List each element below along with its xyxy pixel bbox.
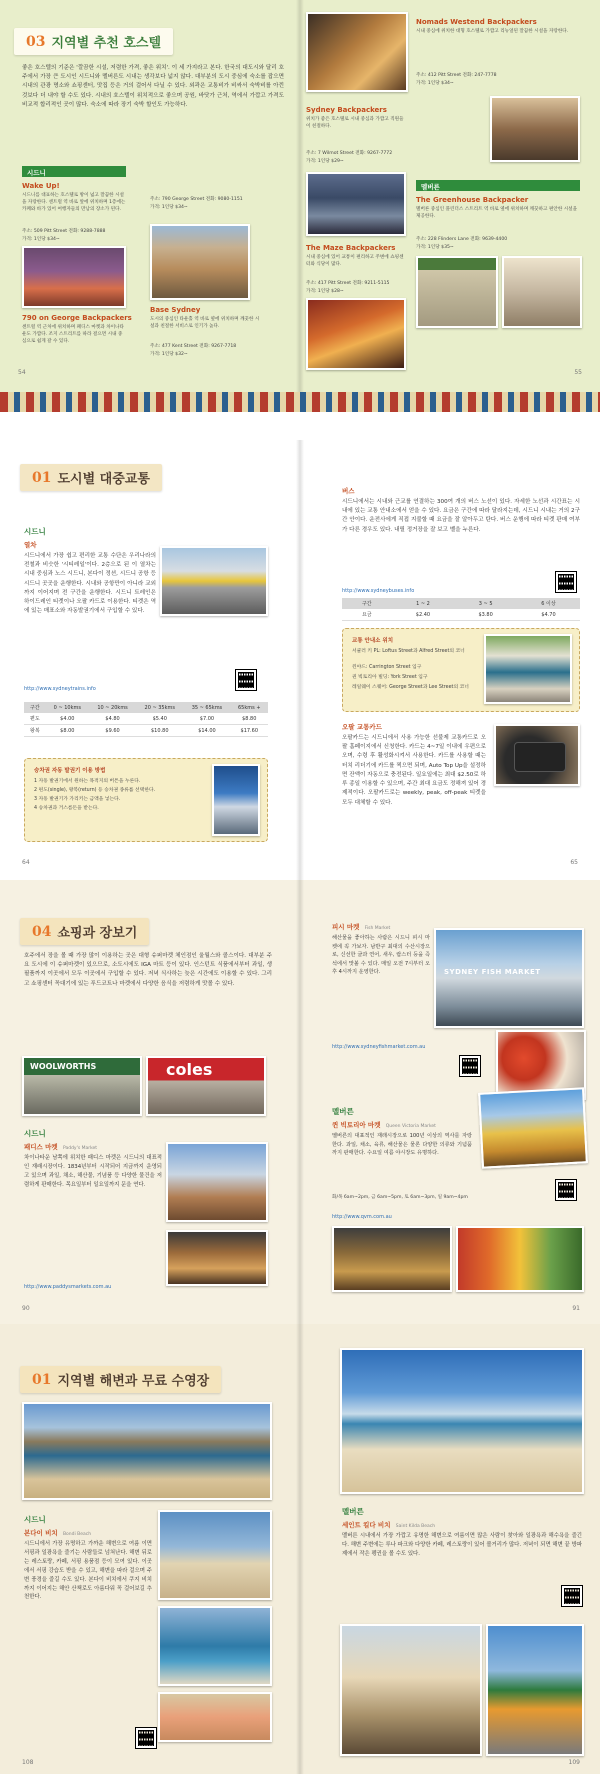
subheading-train: 열차 [24,541,37,549]
note-step: 1 자동 발권기에서 원하는 목적지의 버튼을 누른다. [34,779,141,784]
table-header: 0 ~ 10kms [46,702,89,713]
table-cell: $8.80 [231,713,268,725]
hostel-price: 가격: 1인당 $34~ [416,81,454,86]
bondi-title-en: Bondi Beach [62,1532,92,1537]
table-header: 구간 [342,598,392,609]
qvm-photo [478,1087,588,1168]
table-cell: $4.00 [46,713,89,725]
fish-link[interactable]: http://www.sydneyfishmarket.com.au [332,1044,426,1050]
qr-code [136,1728,156,1748]
city-heading-sydney: 시드니 [24,1515,46,1524]
hostel-address: 주소: 412 Pitt Street 전화: 247-7778 [416,73,497,78]
qr-code [556,1180,576,1200]
fish-market-photo [434,928,584,1028]
page-fold [296,880,304,1324]
bondi-pool-photo [158,1606,272,1686]
qr-code [556,572,576,592]
bondi-text: 시드니에서 가장 유명하고 가까운 해변으로 여름 이면 서핑과 일광욕을 즐기는 사람들로 넘쳐난다. 해변 뒤로는 레스토랑, 카페, 서핑 용품점 등이 모여 있다. 이곳에서 서핑 강습도 받을 수 있고, 해변을 따라 걸으며 주변 풍경을 즐길 수도 있다. 본다이 비치에서 쿠지 비치까지 이어지는 해안 산책로도 아름다워 꼭 걸어보길 추천한다. [24,1541,152,1601]
hostel-address: 주소: 509 Pitt Street 전화: 9288-7888 [22,229,106,234]
page-54 [0,0,300,392]
ticket-machine-photo [212,764,260,836]
page-90 [0,880,300,1324]
hostel-name: Wake Up! [22,182,60,190]
city-label-melbourne: 멜버른 [416,180,580,191]
note-line: 레일웨이 스퀘어: George Street과 Lee Street의 코너 [352,685,469,690]
hostel-price: 가격: 1인당 $34~ [22,237,60,242]
hostel-desc: 센트럴 역 근처에 위치하며 패디스 마켓과 차이나타운도 가깝다. 조지 스트리트를 따라 걸으면 시내 중심으로 쉽게 갈 수 있다. [22,325,124,345]
paddys-photo-bottom [166,1230,268,1286]
stkilda-text: 멜버른 시내에서 가장 가깝고 유명한 해변으로 여름이면 많은 사람이 찾아와 일광욕과 해수욕을 즐긴다. 해변 주변에는 루나 파크와 다양한 카페, 레스토랑이 있어 볼거리가 많다. 저녁이 되면 해변 끝 방파제에서 작은 펭귄을 볼 수도 있다. [342,1533,582,1557]
page-number: 54 [18,369,26,376]
subheading-opal: 오팔 교통카드 [342,723,382,731]
page-number: 90 [22,1305,30,1312]
hostel-name: Base Sydney [150,306,201,314]
hostel-address: 주소: 228 Flinders Lane 전화: 9639-4400 [416,237,508,242]
woolworths-sign: WOOLWORTHS [30,1062,97,1071]
title-text: 지역별 추천 호스텔 [51,36,162,51]
hostel-desc: 위치가 좋은 호스텔로 시내 중심과 가깝고 직원들이 친절하다. [306,117,404,130]
table-cell: $3.80 [454,609,517,621]
note-line: 퀸 빅토리아 빌딩: York Street 입구 [352,675,428,680]
subheading-qvm [332,1120,436,1129]
stkilda-beach-photo [340,1348,584,1494]
fish-market-sign: SYDNEY FISH MARKET [444,968,541,976]
divider-paper [0,412,600,440]
page-65 [300,440,600,880]
note-step: 3 자동 발권기가 가리키는 금액을 넣는다. [34,797,121,802]
table-cell: 왕복 [24,725,46,737]
section-title [14,28,173,55]
city-heading-sydney: 시드니 [24,1129,46,1138]
table-header: 1 ~ 2 [392,598,455,609]
qr-code [236,670,256,690]
title-number: 01 [32,1371,52,1388]
hostel-desc: 시드니를 대표하는 호스텔로 방이 넓고 깔끔한 시설을 자랑한다. 센트럴 역 바로 앞에 위치하며 1층에는 카페와 바가 있어 여행자들의 만남의 장소가 된다. [22,193,126,213]
hostel-photo-dorm [306,172,406,236]
opal-text: 오팔카드는 시드니에서 사용 가능한 선불제 교통카드로 오팔 홈페이지에서 신청한다. 카드는 4~7일 이내에 우편으로 오며, 수령 후 활성화시켜서 사용한다. 카드를 사용할 때는 터치 리더기에 카드를 찍으면 되며, Auto Top Up을 설정하면 잔액이 자동으로 충전된다. 일요일에는 최대 $2.50로 하루 종일 이용할 수 있으며, 주간 최대 요금도 정해져 있어 경제적이다. 오팔카드로는 weekly, peak, off-peak 티켓을 모두 대체할 수 있다. [342,735,486,806]
note-title: 교통 안내소 위치 [352,638,394,644]
qvm-title: 퀸 빅토리아 마켓 [332,1121,381,1129]
table-header: 65kms + [231,702,268,713]
paddys-title: 패디스 마켓 [24,1143,58,1151]
table-header: 35 ~ 65kms [183,702,230,713]
table-row [24,713,268,725]
hostel-name: The Greenhouse Backpacker [416,196,529,204]
hostel-address: 주소: 417 Pitt Street 전화: 9211-5115 [306,281,390,286]
table-row [342,609,580,621]
fish-title: 피시 마켓 [332,923,360,931]
bus-text: 시드니에서는 시내와 근교를 연결하는 300여 개의 버스 노선이 있다. 자세한 노선과 시간표는 시내에 있는 교통 안내소에서 얻을 수 있다. 요금은 구간에 따라 달라지는데, 시드니 시내는 거의 2구간 안이다. 운전사에게 직접 지불할 때 요금을 잘 알아두고 탄다. 버스 운행에 따라 티켓 판매 여부가 다른 경우도 있다. 내릴 정거장을 잘 보고 벨을 누른다. [342,499,580,533]
city-heading-sydney: 시드니 [24,527,46,536]
note-line: 서큘러 키 PL: Loftus Street과 Alfred Street의 코너 [352,649,465,654]
bondi-sunbathe-photo [158,1692,272,1742]
page-fold [296,440,304,880]
spread-beaches [0,1324,600,1774]
hostel-desc: 시내 중심에 위치한 대형 호스텔로 가깝고 리뉴얼된 깔끔한 시설을 자랑한다. [416,29,569,34]
spread-shopping [0,880,600,1324]
market-photo-right [456,1226,584,1292]
stkilda-title: 세인트 킬다 비치 [342,1521,391,1529]
hostel-price: 가격: 1인당 $32~ [150,352,188,357]
table-cell: $7.00 [183,713,230,725]
page-55 [300,0,600,392]
subheading-bondi [24,1528,91,1537]
hostel-photo-greenhouse [416,256,498,328]
hostel-desc: 시내 중심에 있어 교통이 편리하고 주변에 쇼핑센터와 식당이 많다. [306,255,404,268]
table-cell: $8.00 [46,725,89,737]
qvm-link[interactable]: http://www.qvm.com.au [332,1214,392,1220]
hostel-name: 790 on George Backpackers [22,314,132,322]
table-cell: 편도 [24,713,46,725]
section-title [20,1366,221,1393]
bondi-title: 본다이 비치 [24,1529,58,1537]
hostel-name: The Maze Backpackers [306,244,396,252]
page-number: 64 [22,859,30,866]
paddys-text: 차이나타운 남쪽에 위치한 패디스 마켓은 시드니의 대표적인 재래시장이다. 1834년부터 시작되어 지금까지 운영되고 있으며 과일, 채소, 해산물, 기념품 등 다양한 물건을 저렴하게 판매한다. 목요일부터 일요일까지 문을 연다. [24,1155,162,1188]
tram-photo [486,1624,584,1756]
hostel-price: 가격: 1인당 $35~ [416,245,454,250]
hostel-name: Sydney Backpackers [306,106,387,114]
train-text: 시드니에서 가장 쉽고 편리한 교통 수단은 우리나라의 전철과 비슷한 '시티레일'이다. 2층으로 된 이 열차는 시내 중심과 노스 시드니, 본다이 정션, 시드니 공항 등 시드니 곳곳을 운행한다. 시내와 공항만이 아니라 교외까지 이어지며 전 구간을 운행한다. 시드니 트레인은 하이드레인 티켓이나 오팔 카드로 이용한다. 티켓은 역에 있는 매표소와 자동발권기에서 구입할 수 있다. [24,553,156,615]
title-text: 쇼핑과 장보기 [57,926,138,941]
subheading-bus: 버스 [342,487,355,495]
hostel-name: Nomads Westend Backpackers [416,18,537,26]
opal-card [514,742,566,772]
market-photo-left [332,1226,452,1292]
hostel-address: 주소: 790 George Street 전화: 9080-1151 [150,197,243,202]
table-cell: $9.60 [89,725,136,737]
city-heading-melbourne: 멜버른 [332,1107,354,1116]
paddys-photo-top [166,1142,268,1222]
fish-title-en: Fish Market [364,926,391,931]
subheading-paddys [24,1142,97,1151]
page-109 [300,1324,600,1774]
info-centre-photo [484,634,572,704]
train-link[interactable]: http://www.sydneytrains.info [24,686,96,692]
table-cell: 요금 [342,609,392,621]
table-cell: $4.70 [517,609,580,621]
page-number: 108 [22,1759,34,1766]
table-header: 10 ~ 20kms [89,702,136,713]
hostel-photo-bar [306,298,406,370]
spread-hostels [0,0,600,392]
page-108 [0,1324,300,1774]
table-header: 3 ~ 5 [454,598,517,609]
intro-text: 호주에서 장을 볼 때 가장 많이 이용하는 곳은 대형 슈퍼마켓 체인점인 울월스와 콜스이다. 대부분 주요 도시에 이 슈퍼마켓이 있으므로, 소도시에도 IGA 마트 등이 있다. 인스턴트 식품에서부터 과일, 생필품까지 이곳에서 모두 이곳에서 구입할 수 있다. 저녁 식사하는 늦은 시간에도 이용할 수 있다. 그리고 쇼핑센터 꼭대기에 있는 푸드코트나 마켓에서 다양한 음식을 저렴하게 맛볼 수 있다. [24,953,272,987]
section-title [20,464,162,491]
city-label-sydney: 시드니 [22,166,126,177]
hostel-price: 가격: 1인당 $29~ [306,159,344,164]
hostel-address: 주소: 477 Kent Street 전화: 9267-7718 [150,344,237,349]
page-number: 55 [574,369,582,376]
train-fare-table [24,702,268,737]
woolworths-photo [22,1056,142,1116]
hostel-address: 주소: 7 Wilmot Street 전화: 9267-7772 [306,151,393,156]
note-title: 승차권 자동 발권기 이용 방법 [34,768,106,774]
bondi-surfers-photo [158,1510,272,1600]
note-step: 4 승차권과 거스름돈을 받는다. [34,806,99,811]
page-number: 109 [568,1759,580,1766]
hostel-photo-reception [306,12,408,92]
hostel-photo-shop [490,96,580,162]
table-cell: $10.80 [136,725,183,737]
page-64 [0,440,300,880]
subheading-fish [332,922,390,931]
page-fold [296,1324,304,1774]
coles-sign: coles [166,1060,213,1079]
intro-text: 좋은 호스텔의 기준은 '깔끔한 시설, 저렴한 가격, 좋은 위치'. 이 세 가지라고 본다. 한국의 대도시와 달리 호주에서 가장 큰 도시인 시드니와 멜버른도 시내는 생각보다 넓지 않다. 대부분의 도시 중심에 숙소를 잡으면 시내의 관광 명소와 쇼핑센터, 맛집 등은 거의 걸어서 다닐 수 있다. 외곽은 교통비가 비싸서 숙박비를 아낀 것보다 더 내야 할 수도 있다. 시내의 호스텔이 위치적으로 좋으며 공원, 바닷가 근처, 역에서 가깝고 가격도 비교적 합리적인 곳이 많다. 숙소에 따라 장기 숙박 할인도 가능하다. [22,65,284,108]
qr-code [562,1586,582,1606]
stkilda-pier-photo [340,1624,482,1756]
table-cell: $14.00 [183,725,230,737]
hostel-price: 가격: 1인당 $28~ [306,289,344,294]
table-header: 20 ~ 35kms [136,702,183,713]
city-heading-melbourne: 멜버른 [342,1507,364,1516]
bondi-beach-photo [22,1402,272,1500]
page-91 [300,880,600,1324]
qr-code [460,1056,480,1076]
spread-transport [0,440,600,880]
note-step: 2 편도(single), 왕복(return) 등 승차권 종류를 선택한다. [34,788,156,793]
table-header: 구간 [24,702,46,713]
title-number: 04 [32,923,52,940]
stkilda-title-en: Saint Kilda Beach [395,1524,436,1529]
hostel-desc: 멜버른 중심인 플린더스 스트리트 역 바로 옆에 위치하며 깨끗하고 편안한 시설을 제공한다. [416,207,578,220]
note-line: 윈야드: Carrington Street 입구 [352,665,422,670]
table-cell: $17.60 [231,725,268,737]
title-number: 03 [26,33,46,50]
subheading-stkilda [342,1520,435,1529]
opal-card-photo [494,724,580,786]
hostel-photo-lobby [22,246,126,308]
title-number: 01 [32,469,52,486]
hostel-desc: 도시의 중심인 타운홀 역 바로 옆에 위치하며 깨끗한 시설과 친절한 서비스로 인기가 높다. [150,317,260,330]
table-cell: $2.40 [392,609,455,621]
paddys-title-en: Paddy's Market [62,1146,98,1151]
table-header: 6 이상 [517,598,580,609]
table-cell: $5.40 [136,713,183,725]
qvm-hours: 화/목 6am~2pm, 금 6am~5pm, 토 6am~3pm, 일 9am~4pm [332,1195,468,1200]
hostel-photo-building [150,224,250,300]
section-title [20,918,149,945]
qvm-text: 멜버른의 대표적인 재래시장으로 100년 이상의 역사를 자랑한다. 과일, 채소, 육류, 해산물은 물론 다양한 의류와 기념품까지 판매한다. 수요일 여름 야시장도 유명하다. [332,1133,472,1157]
table-cell: $4.80 [89,713,136,725]
title-text: 지역별 해변과 무료 수영장 [57,1374,210,1389]
title-text: 도시별 대중교통 [57,472,150,487]
hostel-price: 가격: 1인당 $34~ [150,205,188,210]
bus-link[interactable]: http://www.sydneybuses.info [342,588,415,594]
table-row [24,725,268,737]
train-photo [160,546,268,616]
bus-fare-table [342,598,580,621]
hostel-photo-bunks [502,256,582,328]
coles-photo [146,1056,266,1116]
page-number: 91 [572,1305,580,1312]
page-number: 65 [570,859,578,866]
paddys-link[interactable]: http://www.paddysmarkets.com.au [24,1284,112,1290]
qvm-title-en: Queen Victoria Market [385,1124,436,1129]
page-fold [296,0,304,392]
fish-text: 해산물을 좋아하는 사람은 시드니 피시 마켓에 꼭 가보자. 남반구 최대의 수산시장으로, 신선한 굴과 연어, 새우, 랍스터 등을 즉석에서 맛볼 수 있다. 매일 오전 7시부터 오후 4시까지 운영한다. [332,935,430,976]
